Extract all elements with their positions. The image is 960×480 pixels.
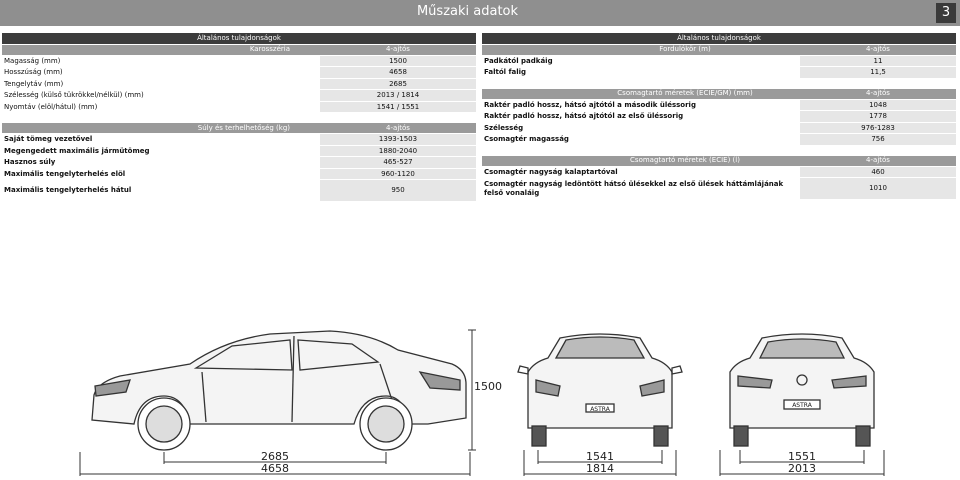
rear-width-label: 2013 <box>788 462 816 475</box>
page-title: Műszaki adatok <box>416 4 519 19</box>
table-row: Szélesség 976-1283 <box>482 122 956 134</box>
table-header: Fordulókör (m) 4-ajtós <box>482 44 956 55</box>
section-header: Általános tulajdonságok <box>2 33 476 44</box>
table-row: Faltól falig 11,5 <box>482 67 956 79</box>
rear-view-car <box>730 334 874 446</box>
side-view-car <box>92 331 466 450</box>
table-row: Hosszúság (mm) 4658 <box>2 67 476 79</box>
vehicle-dimension-drawings <box>0 300 960 480</box>
table-header: Csomagtartó méretek (ECIE) (l) 4-ajtós <box>482 155 956 166</box>
table-row: Magasság (mm) 1500 <box>2 55 476 67</box>
table-row: Csomagtér nagyság kalaptartóval 460 <box>482 166 956 178</box>
table-row: Megengedett maximális jármütömeg 1880-2040 <box>2 145 476 157</box>
front-view-car <box>518 334 682 446</box>
rear-plate-text: ASTRA <box>792 402 812 409</box>
table-row: Padkától padkáig 11 <box>482 55 956 67</box>
height-label: 1500 <box>474 380 502 393</box>
table-row: Raktér padló hossz, hátsó ajtótól a második üléssorig 1048 <box>482 99 956 111</box>
rear-track-label: 1551 <box>788 450 816 463</box>
length-label: 4658 <box>261 462 289 475</box>
page-number: 3 <box>936 3 956 23</box>
front-plate-text: ASTRA <box>590 406 610 413</box>
header-bar <box>0 0 960 26</box>
table-header: Karosszéria 4-ajtós <box>2 44 476 55</box>
right-spec-table <box>482 33 956 200</box>
table-header: Csomagtartó méretek (ECIE/GM) (mm) 4-ajtós <box>482 88 956 99</box>
left-spec-table <box>2 33 476 202</box>
table-row: Csomagtér magasság 756 <box>482 134 956 146</box>
table-row: Csomagtér nagyság ledöntött hátsó ülésekkel az első ülések háttámlájának felső vonaláig 1010 <box>482 178 956 200</box>
table-row: Maximális tengelyterhelés hátul 950 <box>2 180 476 202</box>
table-row: Tengelytáv (mm) 2685 <box>2 78 476 90</box>
wheelbase-label: 2685 <box>261 450 289 463</box>
table-row: Raktér padló hossz, hátsó ajtótól az első üléssorig 1778 <box>482 111 956 123</box>
table-row: Hasznos súly 465-527 <box>2 157 476 169</box>
table-row: Szélesség (külső tükrökkel/nélkül) (mm) 2013 / 1814 <box>2 90 476 102</box>
table-row: Nyomtáv (elöl/hátul) (mm) 1541 / 1551 <box>2 101 476 113</box>
front-width-label: 1814 <box>586 462 614 475</box>
front-track-label: 1541 <box>586 450 614 463</box>
table-row: Saját tömeg vezetővel 1393-1503 <box>2 134 476 146</box>
table-row: Maximális tengelyterhelés elöl 960-1120 <box>2 168 476 180</box>
table-header: Súly és terhelhetőség (kg) 4-ajtós <box>2 123 476 134</box>
section-header: Általános tulajdonságok <box>482 33 956 44</box>
